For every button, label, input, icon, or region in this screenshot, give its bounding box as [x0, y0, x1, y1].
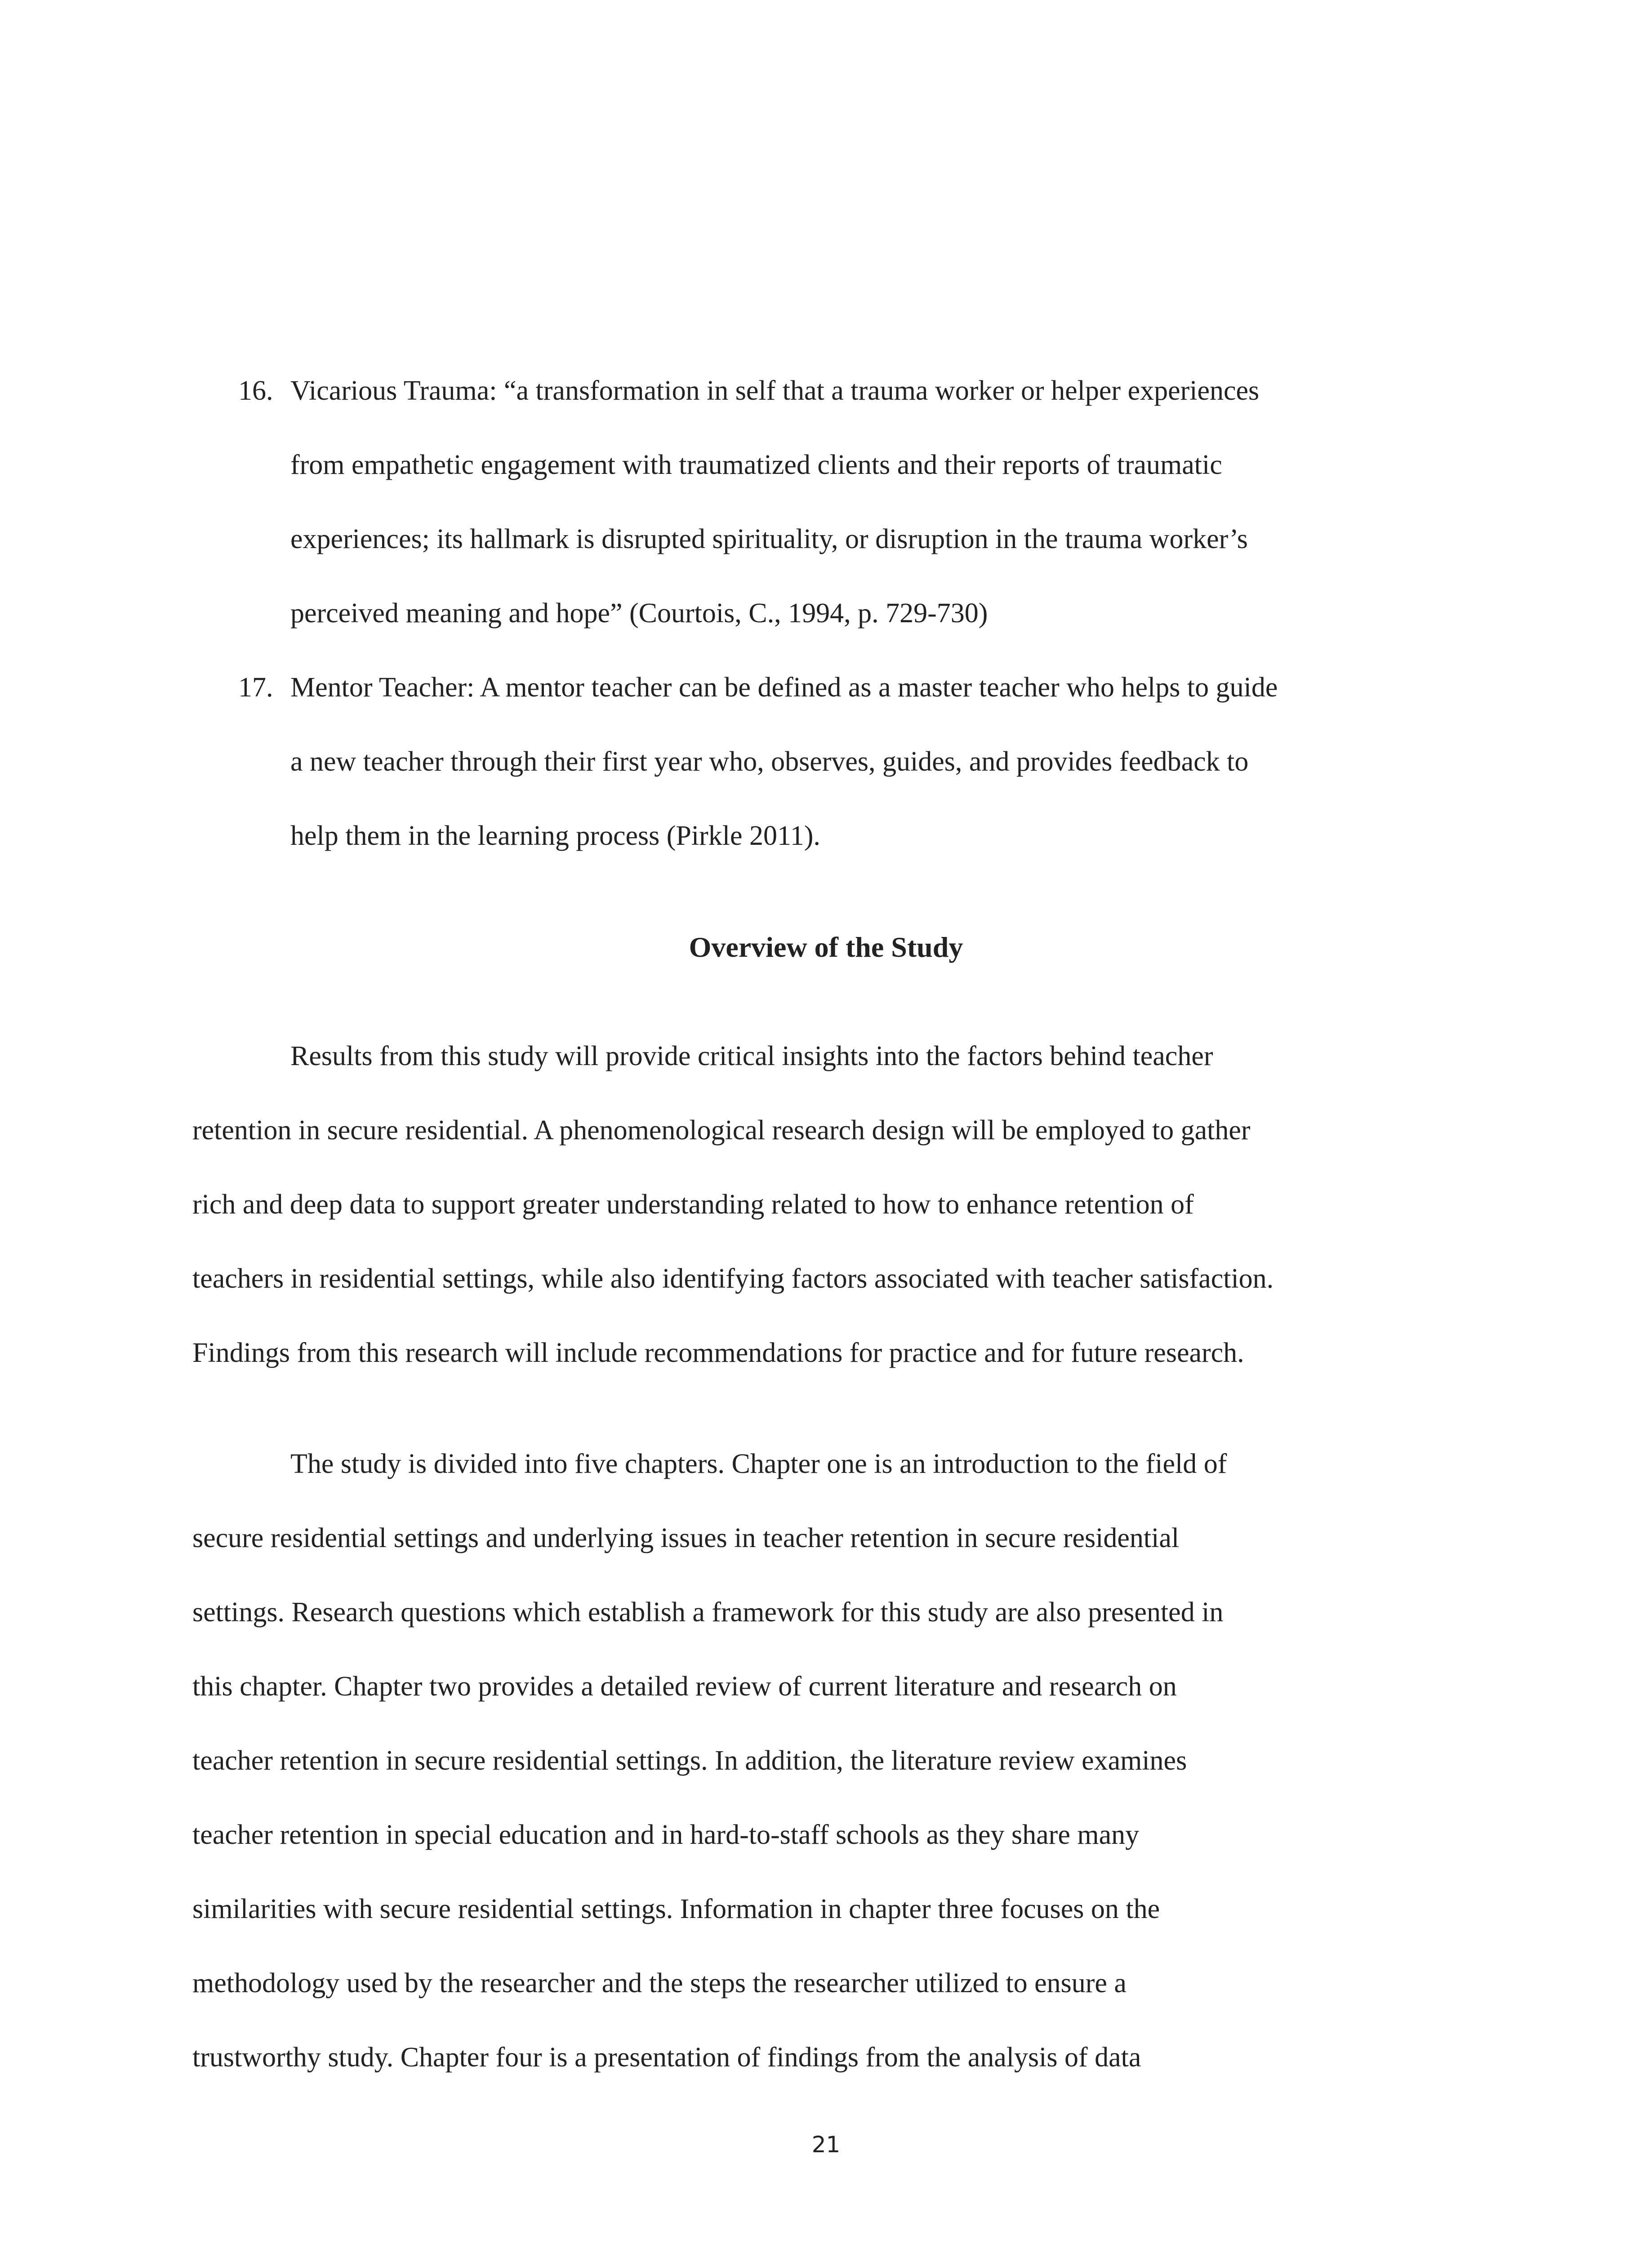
section-heading: Overview of the Study [689, 931, 963, 963]
text-line: this chapter. Chapter two provides a detailed review of current literature and research on [192, 1671, 1177, 1702]
text-line: Mentor Teacher: A mentor teacher can be defined as a master teacher who helps to guide [290, 672, 1278, 703]
list-number: 16. [238, 375, 273, 406]
text-line: The study is divided into five chapters. Chapter one is an introduction to the field of [290, 1449, 1227, 1479]
text-line: teacher retention in special education and in hard-to-staff schools as they share many [192, 1820, 1140, 1850]
text-line: trustworthy study. Chapter four is a presentation of findings from the analysis of data [192, 2042, 1141, 2073]
text-line: help them in the learning process (Pirkle 2011). [290, 821, 820, 851]
text-line: Vicarious Trauma: “a transformation in self that a trauma worker or helper experiences [290, 375, 1260, 406]
text-line: experiences; its hallmark is disrupted spirituality, or disruption in the trauma worker’s [290, 524, 1248, 554]
text-line: Results from this study will provide critical insights into the factors behind teacher [290, 1041, 1213, 1071]
text-line: methodology used by the researcher and the steps the researcher utilized to ensure a [192, 1968, 1127, 1998]
text-line: perceived meaning and hope” (Courtois, C., 1994, p. 729-730) [290, 598, 988, 629]
text-line: similarities with secure residential settings. Information in chapter three focuses on the [192, 1894, 1160, 1924]
text-line: teachers in residential settings, while also identifying factors associated with teacher satisfaction. [192, 1263, 1274, 1294]
text-line: secure residential settings and underlying issues in teacher retention in secure residential [192, 1523, 1180, 1553]
page-number: 21 [811, 2132, 841, 2158]
text-line: teacher retention in secure residential settings. In addition, the literature review examines [192, 1745, 1187, 1776]
text-line: settings. Research questions which establish a framework for this study are also presented in [192, 1597, 1224, 1628]
text-line: a new teacher through their first year who, observes, guides, and provides feedback to [290, 746, 1249, 777]
text-line: rich and deep data to support greater understanding related to how to enhance retention of [192, 1189, 1194, 1220]
text-line: retention in secure residential. A phenomenological research design will be employed to gather [192, 1115, 1251, 1146]
list-number: 17. [238, 672, 273, 703]
text-line: Findings from this research will include recommendations for practice and for future research. [192, 1338, 1244, 1368]
text-line: from empathetic engagement with traumatized clients and their reports of traumatic [290, 450, 1222, 480]
